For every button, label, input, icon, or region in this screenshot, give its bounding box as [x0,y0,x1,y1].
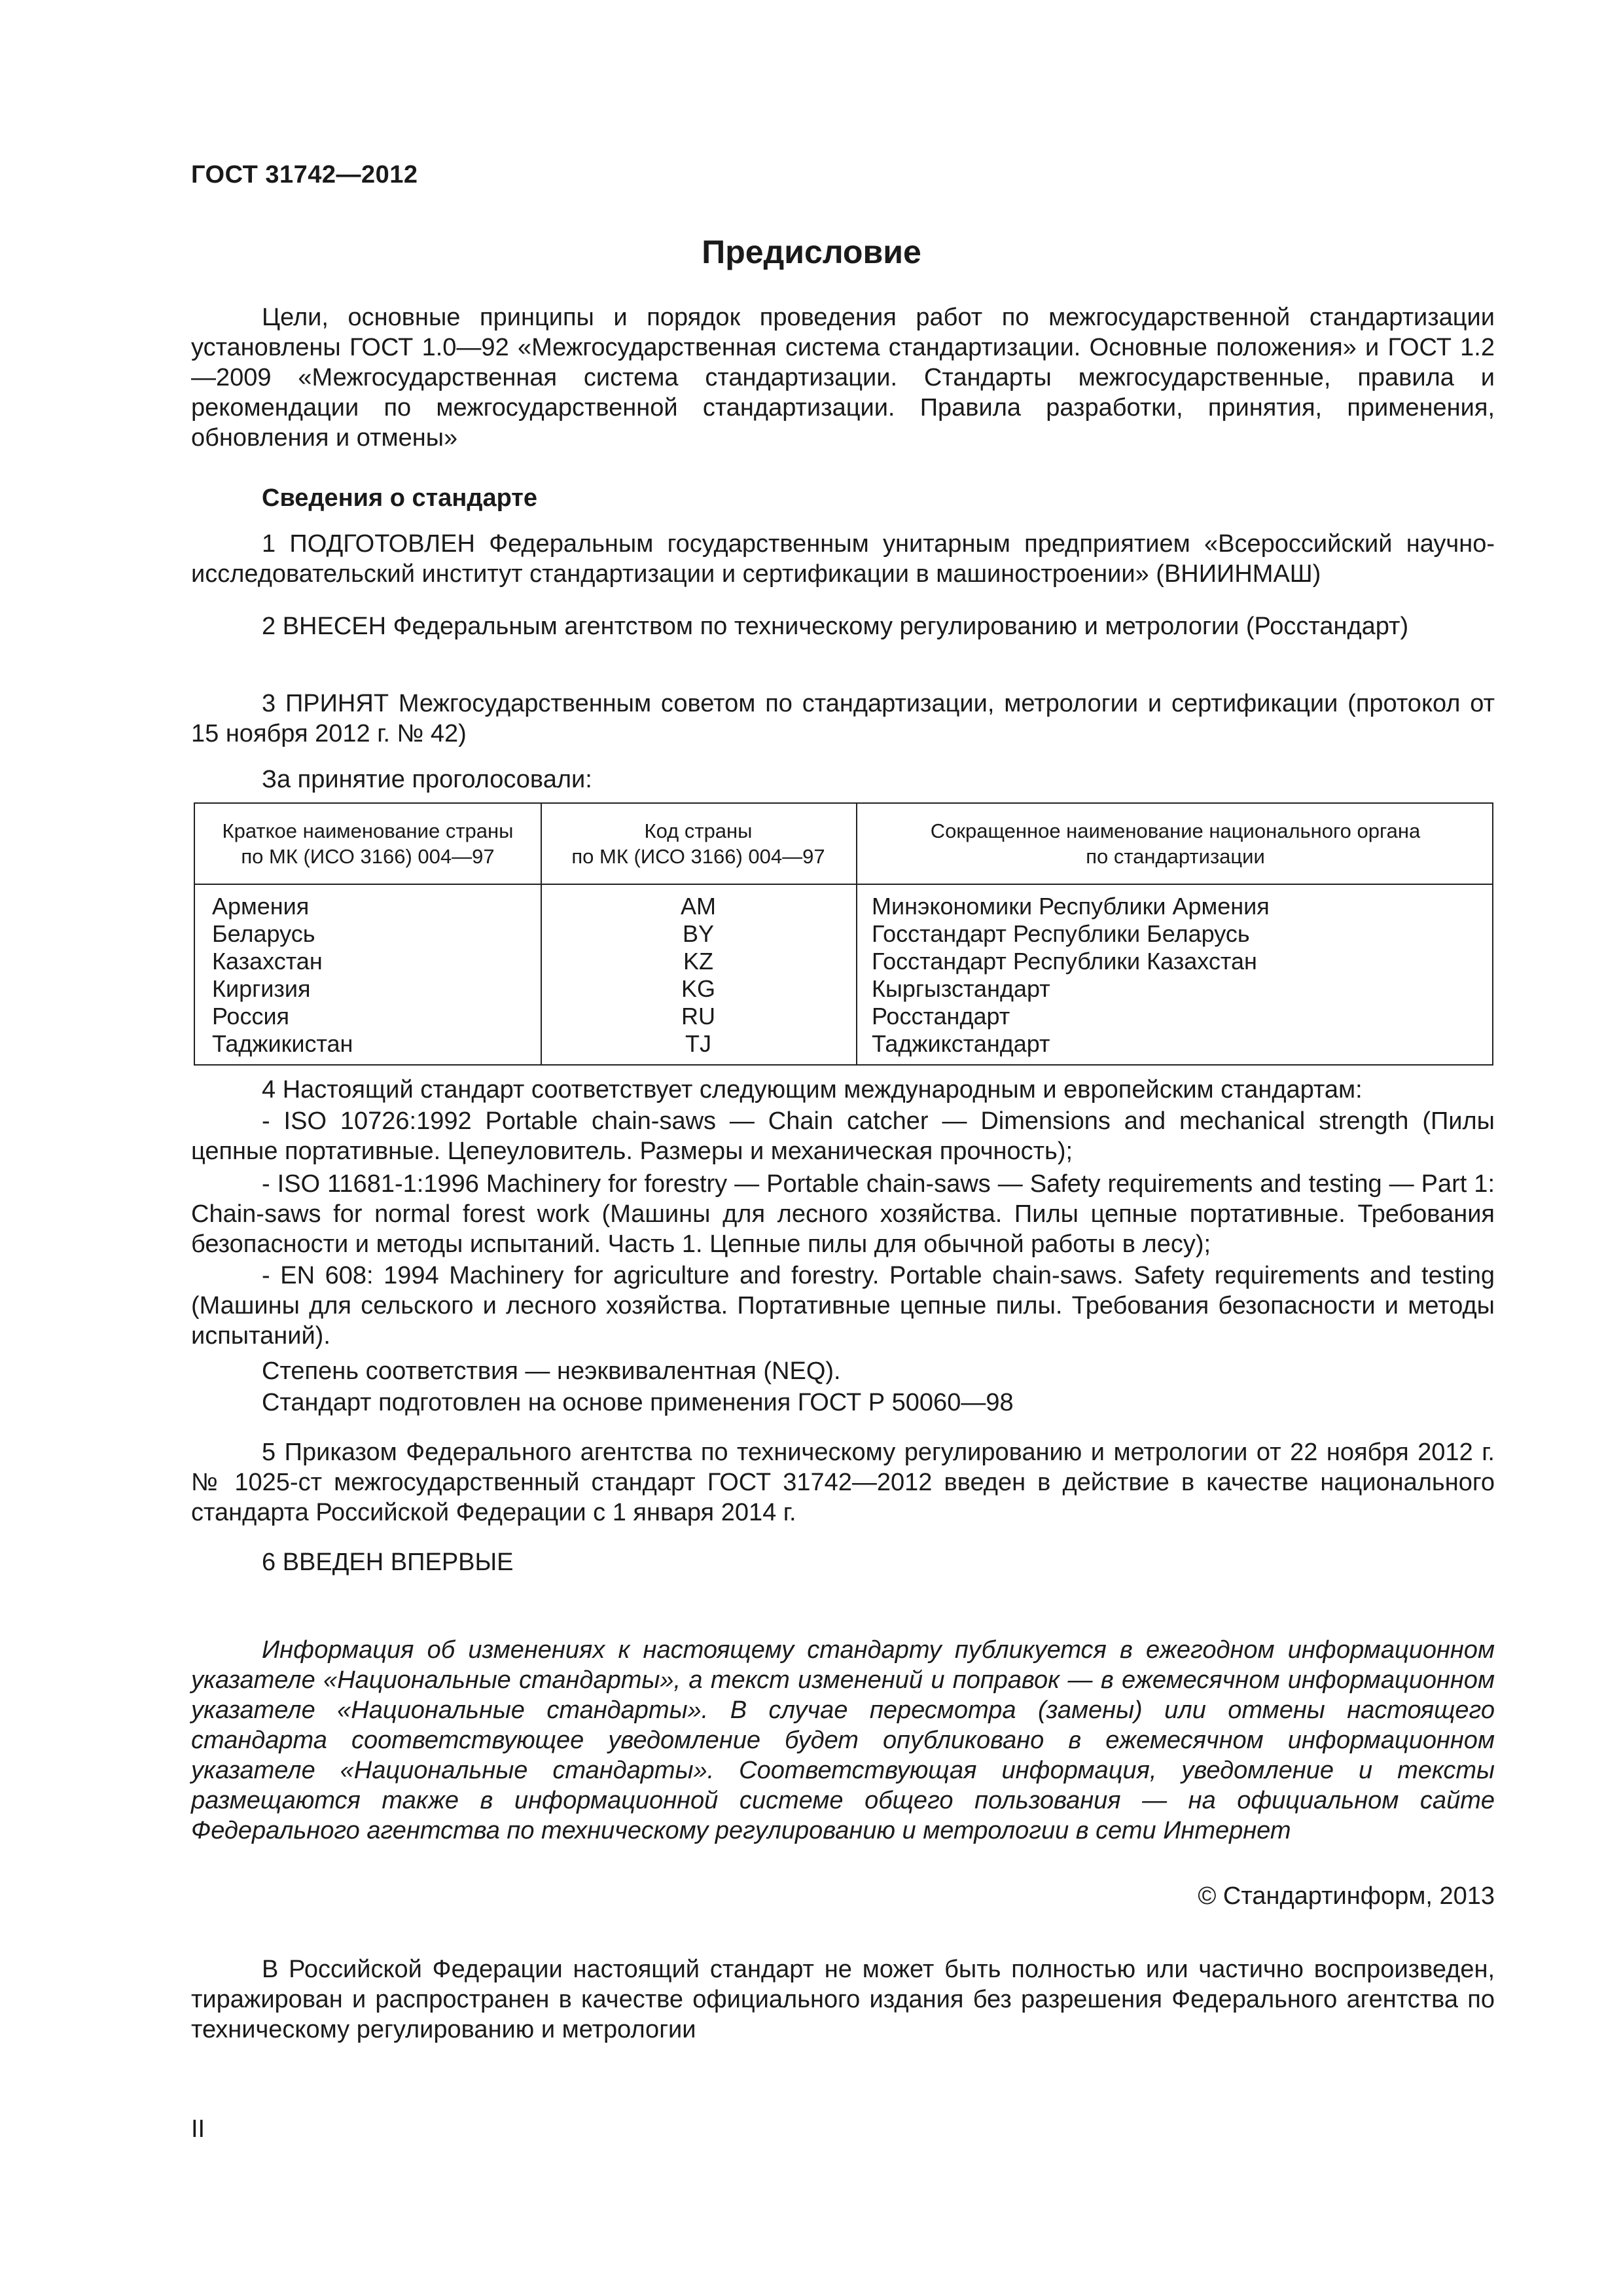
item-4-iso11681: - ISO 11681-1:1996 Machinery for forestry — Portable chain-saws — Safety requirements and testing — Part 1: Chain-saws for normal forest work (Машины для лесного хозяйства. Пилы цепные портативные. Требования безопасности и методы испытаний. Часть 1. Цепные пилы для обычной работы в лесу); [191,1170,1495,1258]
table-cell: Казахстан [212,948,323,975]
item-4-basis: Стандарт подготовлен на основе применения ГОСТ Р 50060—98 [262,1389,1014,1416]
table-cell: Армения [212,893,310,920]
table-header-country: Краткое наименование страны по МК (ИСО 3166) 004—97 [222,819,514,868]
table-column-code [541,893,856,1058]
intro-paragraph: Цели, основные принципы и порядок проведения работ по межгосударственной стандартизации установлены ГОСТ 1.0—92 «Межгосударственная система стандартизации. Основные положения» и ГОСТ 1.2—2009 «Межгосударственная система стандартизации. Стандарты межгосударственные, правила и рекомендации по межгосударственной стандартизации. Правила разработки, принятия, применения, обновления и отмены» [191,304,1495,452]
item-5: 5 Приказом Федерального агентства по техническому регулированию и метрологии от 22 ноября 2012 г. № 1025-ст межгосударственный стандарт ГОСТ 31742—2012 введен в действие в качестве национального стандарта Российской Федерации с 1 января 2014 г. [191,1439,1495,1526]
table-cell: BY [682,920,715,947]
item-4-en608: - EN 608: 1994 Machinery for agriculture and forestry. Portable chain-saws. Safety requirements and testing (Машины для сельского и лесного хозяйства. Портативные цепные пилы. Требования безопасности и методы испытаний). [191,1262,1495,1350]
table-header-code: Код страны по МК (ИСО 3166) 004—97 [571,819,825,868]
table-column-body [872,893,1270,1058]
document-header: ГОСТ 31742—2012 [191,161,418,188]
table-cell: Кыргызстандарт [872,975,1050,1002]
item-2: 2 ВНЕСЕН Федеральным агентством по техническому регулированию и метрологии (Росстандарт) [262,613,1409,640]
page-title: Предисловие [702,234,921,270]
table-cell: Минэкономики Республики Армения [872,893,1270,920]
table-cell: Госстандарт Республики Казахстан [872,948,1257,975]
change-notice: Информация об изменениях к настоящему стандарту публикуется в ежегодном информационном указателе «Национальные стандарты», а текст изменений и поправок — в ежемесячном информационном указателе «Национальные стандарты». В случае пересмотра (замены) или отмены настоящего стандарта соответствующее уведомление будет опубликовано в ежемесячном информационном указателе «Национальные стандарты». Соответствующая информация, уведомление и тексты размещаются также в информационной системе общего пользования — на официальном сайте Федерального агентства по техническому регулированию и метрологии в сети Интернет [191,1636,1495,1844]
item-4-iso10726: - ISO 10726:1992 Portable chain-saws — Chain catcher — Dimensions and mechanical strength (Пилы цепные портативные. Цепеуловитель. Размеры и механическая прочность); [191,1107,1495,1165]
table-cell: RU [681,1003,715,1030]
table-cell: KZ [683,948,713,975]
table-cell: Росстандарт [872,1003,1010,1030]
voting-table [194,802,1493,1066]
table-cell: Беларусь [212,920,315,947]
item-3: 3 ПРИНЯТ Межгосударственным советом по стандартизации, метрологии и сертификации (протокол от 15 ноября 2012 г. № 42) [191,690,1495,747]
copyright-line: © Стандартинформ, 2013 [1198,1882,1495,1910]
page-number: II [191,2115,205,2143]
item-4-degree: Степень соответствия — неэквивалентная (NEQ). [262,1357,841,1385]
section-subheading: Сведения о стандарте [262,484,538,512]
voted-caption: За принятие проголосовали: [262,766,592,793]
table-cell: Таджикистан [212,1030,353,1057]
item-1: 1 ПОДГОТОВЛЕН Федеральным государственным унитарным предприятием «Всероссийский научно-исследовательский институт стандартизации и сертификации в машиностроении» (ВНИИНМАШ) [191,530,1495,588]
table-cell: KG [681,975,715,1002]
item-4-lead: 4 Настоящий стандарт соответствует следующим международным и европейским стандартам: [262,1076,1363,1103]
item-6: 6 ВВЕДЕН ВПЕРВЫЕ [262,1549,514,1576]
rights-paragraph: В Российской Федерации настоящий стандарт не может быть полностью или частично воспроизведен, тиражирован и распространен в качестве официального издания без разрешения Федерального агентства по техническому регулированию и метрологии [191,1956,1495,2043]
table-cell: Госстандарт Республики Беларусь [872,920,1250,947]
table-column-country [212,893,353,1058]
table-header-body: Сокращенное наименование национального органа по стандартизации [930,819,1421,868]
table-cell: Киргизия [212,975,311,1002]
table-cell: Россия [212,1003,290,1030]
table-cell: AM [681,893,716,920]
table-cell: TJ [685,1030,711,1057]
table-cell: Таджикстандарт [872,1030,1050,1057]
